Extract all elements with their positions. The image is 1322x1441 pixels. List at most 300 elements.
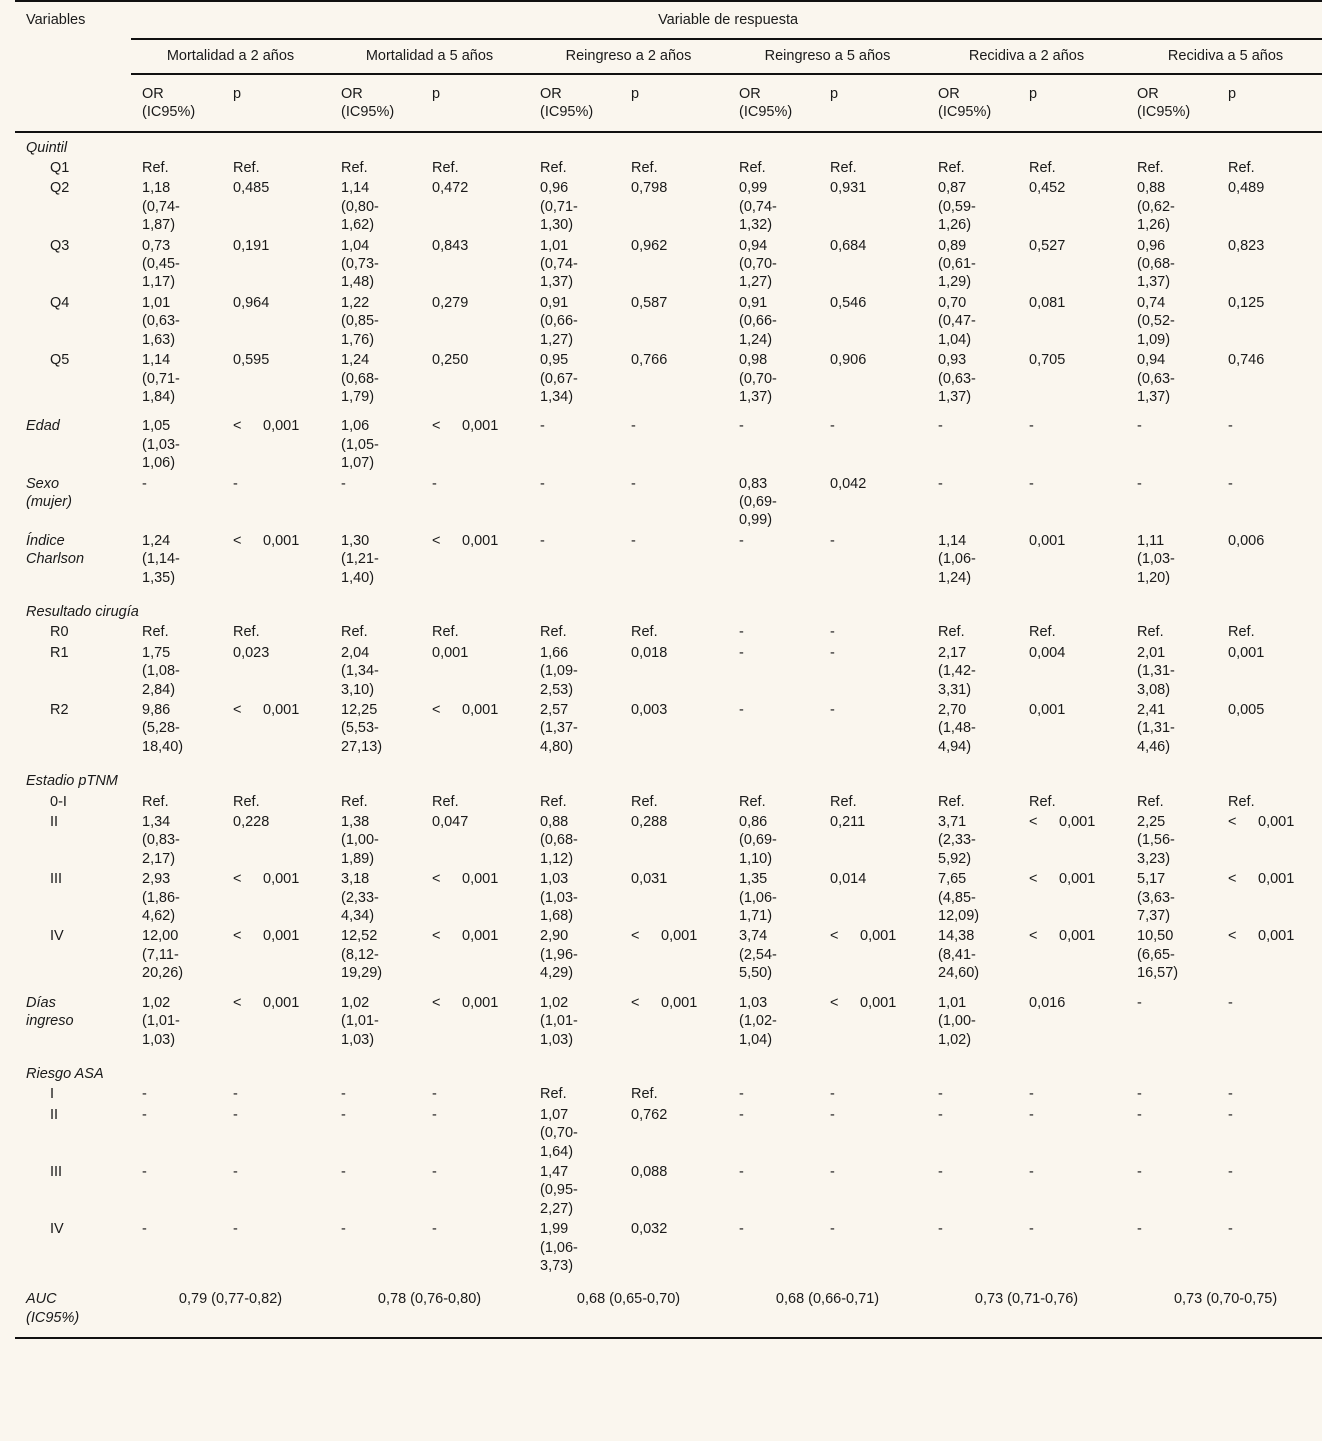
header-row-groups (15, 39, 1322, 73)
row-label: Q1 (50, 160, 70, 177)
subheader-p-1: p (222, 74, 330, 132)
cell-p-1: < 0,001 (233, 994, 300, 1011)
cell-or-3: Ref. (540, 793, 567, 810)
cell-ci-lower: (1,06- (938, 551, 976, 568)
cell-or-2: 2,04 (1,34- 3,10) (330, 643, 421, 700)
cell-ci-upper: 1,87) (142, 217, 176, 234)
auc-value-2: 0,78 (0,76-0,80) (330, 1276, 529, 1338)
cell-p-3: 0,031 (631, 871, 668, 888)
section-header-label: Estadio pTNM (26, 773, 118, 790)
cell-ci-lower: (0,67- (540, 370, 578, 387)
cell-p-3: - (631, 532, 636, 549)
subheader-or-line2: (IC95%) (142, 104, 196, 121)
cell-p-1: < 0,001 (233, 871, 300, 888)
cell-ci-upper: 1,84) (142, 388, 176, 405)
cell-p-6: Ref. (1228, 624, 1255, 641)
cell-p-5: - (1029, 1163, 1034, 1180)
cell-ci-upper: 12,09) (938, 908, 980, 925)
cell-or-1: 1,75 (1,08- 2,84) (131, 643, 222, 700)
cell-ci-upper: 20,26) (142, 965, 184, 982)
cell-or-1: - (142, 1106, 147, 1123)
cell-ci-upper: 1,10) (739, 850, 773, 867)
row-label: II (50, 814, 59, 831)
cell-ci-upper: 1,34) (540, 388, 574, 405)
cell-ci-lower: (1,03- (540, 889, 578, 906)
cell-ci-lower: (8,41- (938, 946, 976, 963)
cell-or-5: - (938, 1086, 943, 1103)
cell-p-2: 0,250 (432, 352, 469, 369)
less-than-sign: < (1029, 928, 1038, 945)
cell-ci-upper: 1,32) (739, 217, 773, 234)
cell-ci-lower: (1,03- (142, 436, 180, 453)
row-label: R2 (50, 702, 69, 718)
cell-ci-lower: (0,74- (540, 256, 578, 273)
group-header-spacer (15, 39, 131, 73)
cell-p-4: 0,014 (830, 871, 867, 888)
cell-p-1: Ref. (233, 624, 260, 641)
cell-ci-lower: (1,00- (938, 1013, 976, 1030)
header-row-subcolumns (15, 74, 1322, 132)
less-than-sign: < (631, 928, 640, 945)
cell-ci-upper: 1,07) (341, 455, 375, 472)
cell-p-2: < 0,001 (432, 928, 499, 945)
cell-p-4: - (830, 1221, 835, 1238)
row-spacer (15, 407, 1322, 416)
cell-ci-upper: 1,27) (739, 274, 773, 291)
cell-p-1: < 0,001 (233, 702, 300, 718)
cell-ci-upper: 1,20) (1137, 569, 1171, 586)
row-label-line2: ingreso (26, 1013, 74, 1030)
cell-p-2: Ref. (432, 624, 459, 641)
table-row (15, 812, 1322, 869)
less-than-sign: < (233, 871, 242, 888)
cell-ci-upper: 1,26) (938, 217, 972, 234)
cell-p-4: 0,931 (830, 180, 867, 197)
table-row (15, 178, 1322, 235)
auc-value-4: 0,68 (0,66-0,71) (728, 1276, 927, 1338)
cell-ci-upper: 2,17) (142, 850, 176, 867)
cell-ci-upper: 4,62) (142, 908, 176, 925)
cell-or-3: - (540, 475, 545, 492)
cell-or-1: Ref. (142, 624, 169, 641)
cell-or-3: Ref. (540, 1086, 567, 1103)
cell-ci-lower: (1,01- (341, 1013, 379, 1030)
cell-or-6: Ref. (1137, 624, 1164, 641)
cell-ci-upper: 1,37) (540, 274, 574, 291)
cell-ci-lower: (1,37- (540, 720, 578, 737)
cell-p-3: 0,798 (631, 180, 668, 197)
cell-p-4: 0,042 (830, 475, 867, 492)
cell-or-2: - (341, 1106, 346, 1123)
cell-or-2: - (341, 1163, 346, 1180)
cell-ci-lower: (0,71- (142, 370, 180, 387)
cell-or-2: 3,18 (2,33- 4,34) (330, 869, 421, 926)
cell-ci-lower: (2,33- (938, 832, 976, 849)
cell-or-5: - (938, 418, 943, 435)
super-header-label: Variable de respuesta (131, 1, 1322, 39)
cell-or-4: Ref. (739, 793, 766, 810)
cell-p-5: < 0,001 (1029, 871, 1096, 888)
cell-ci-lower: (5,53- (341, 720, 379, 737)
cell-ci-lower: (0,74- (739, 198, 777, 215)
table-row (15, 1105, 1322, 1162)
subheader-or-line1: OR (540, 85, 562, 102)
cell-p-3: 0,288 (631, 814, 668, 831)
cell-ci-lower: (0,68- (1137, 256, 1175, 273)
auc-label-line2: (IC95%) (26, 1309, 80, 1326)
cell-p-6: - (1228, 994, 1233, 1011)
cell-or-6: - (1137, 1163, 1142, 1180)
cell-p-5: < 0,001 (1029, 814, 1096, 831)
cell-ci-upper: 1,37) (1137, 274, 1171, 291)
cell-p-4: 0,684 (830, 237, 867, 254)
cell-or-4: - (739, 624, 744, 641)
section-header-label: Resultado cirugía (26, 603, 139, 620)
cell-p-2: 0,472 (432, 180, 469, 197)
cell-or-3: 1,03 (1,03- 1,68) (529, 869, 620, 926)
cell-ci-lower: (0,70- (739, 370, 777, 387)
cell-ci-upper: 5,50) (739, 965, 773, 982)
subheader-or-3 (529, 74, 620, 132)
cell-or-3: 1,01 (0,74- 1,37) (529, 236, 620, 293)
less-than-sign: < (631, 994, 640, 1011)
cell-or-4: - (739, 644, 744, 661)
row-label: R1 (50, 644, 69, 661)
cell-p-1: 0,964 (233, 294, 270, 311)
cell-ci-lower: (1,06- (739, 889, 777, 906)
section-header-row (15, 766, 1322, 791)
cell-ci-upper: 1,03) (540, 1031, 574, 1048)
cell-p-2: - (432, 1106, 437, 1123)
cell-ci-upper: 1,37) (739, 388, 773, 405)
cell-ci-upper: 2,84) (142, 681, 176, 698)
cell-ci-lower: (1,34- (341, 663, 379, 680)
subheader-or-line2: (IC95%) (540, 104, 594, 121)
cell-p-4: Ref. (830, 160, 857, 177)
cell-ci-lower: (1,02- (739, 1013, 777, 1030)
subheader-or-2 (330, 74, 421, 132)
cell-or-1: 12,00 (7,11- 20,26) (131, 926, 222, 983)
cell-ci-upper: 1,24) (938, 569, 972, 586)
cell-or-6: Ref. (1137, 793, 1164, 810)
less-than-sign: < (1228, 928, 1237, 945)
cell-or-2: 1,22 (0,85- 1,76) (330, 293, 421, 350)
auc-label: AUC (IC95%) (15, 1276, 131, 1338)
subheader-p-4: p (819, 74, 927, 132)
table-row (15, 236, 1322, 293)
cell-p-4: 0,546 (830, 294, 867, 311)
cell-p-6: 0,001 (1228, 644, 1265, 661)
cell-p-3: Ref. (631, 160, 658, 177)
less-than-sign: < (233, 928, 242, 945)
table-row (15, 993, 1322, 1050)
cell-or-5: 3,71 (2,33- 5,92) (927, 812, 1018, 869)
cell-p-4: - (830, 1163, 835, 1180)
cell-p-6: 0,746 (1228, 352, 1265, 369)
cell-p-2: < 0,001 (432, 532, 499, 549)
less-than-sign: < (1029, 814, 1038, 831)
subheader-p-2: p (421, 74, 529, 132)
cell-p-4: - (830, 532, 835, 549)
cell-ci-lower: (1,09- (540, 663, 578, 680)
cell-ci-lower: (3,63- (1137, 889, 1175, 906)
cell-or-1: - (142, 1221, 147, 1238)
cell-ci-upper: 2,53) (540, 681, 574, 698)
cell-or-3: 0,96 (0,71- 1,30) (529, 178, 620, 235)
cell-or-5: Ref. (938, 624, 965, 641)
less-than-sign: < (1228, 814, 1237, 831)
cell-ci-lower: (0,62- (1137, 198, 1175, 215)
cell-or-4: 3,74 (2,54- 5,50) (728, 926, 819, 983)
row-label: Edad (26, 418, 60, 435)
cell-p-6: 0,006 (1228, 532, 1265, 549)
cell-p-4: Ref. (830, 793, 857, 810)
group-header-reingreso-2: Reingreso a 2 años (529, 39, 728, 73)
cell-or-5: 1,01 (1,00- 1,02) (927, 993, 1018, 1050)
cell-ci-lower: (0,80- (341, 198, 379, 215)
cell-p-1: 0,023 (233, 644, 270, 661)
cell-or-5: 0,89 (0,61- 1,29) (927, 236, 1018, 293)
subheader-p-6: p (1217, 74, 1322, 132)
cell-p-5: 0,081 (1029, 294, 1066, 311)
subheader-or-line1: OR (142, 85, 164, 102)
cell-or-5: 7,65 (4,85- 12,09) (927, 869, 1018, 926)
cell-ci-lower: (1,08- (142, 663, 180, 680)
cell-ci-upper: 0,99) (739, 512, 773, 529)
cell-or-1: 1,05 (1,03- 1,06) (131, 416, 222, 473)
cell-or-4: 0,83 (0,69- 0,99) (728, 474, 819, 531)
cell-ci-lower: (0,95- (540, 1182, 578, 1199)
table-header (15, 1, 1322, 132)
table-row (15, 474, 1322, 531)
cell-ci-upper: 4,29) (540, 965, 574, 982)
cell-ci-lower: (1,03- (1137, 551, 1175, 568)
cell-ci-upper: 1,09) (1137, 331, 1171, 348)
cell-p-2: - (432, 1086, 437, 1103)
cell-p-3: - (631, 418, 636, 435)
auc-value-1: 0,79 (0,77-0,82) (131, 1276, 330, 1338)
subheader-or-line1: OR (938, 85, 960, 102)
subheader-or-line2: (IC95%) (739, 104, 793, 121)
cell-ci-upper: 4,34) (341, 908, 375, 925)
less-than-sign: < (233, 418, 242, 435)
cell-ci-upper: 1,64) (540, 1143, 574, 1160)
cell-ci-upper: 19,29) (341, 965, 383, 982)
cell-or-2: 1,30 (1,21- 1,40) (330, 531, 421, 588)
cell-p-3: Ref. (631, 793, 658, 810)
cell-p-1: < 0,001 (233, 418, 300, 435)
auc-row (15, 1276, 1322, 1338)
less-than-sign: < (1029, 871, 1038, 888)
cell-ci-lower: (1,56- (1137, 832, 1175, 849)
cell-or-4: 0,99 (0,74- 1,32) (728, 178, 819, 235)
cell-ci-upper: 1,35) (142, 569, 176, 586)
less-than-sign: < (233, 532, 242, 549)
cell-ci-lower: (0,47- (938, 313, 976, 330)
cell-ci-upper: 1,27) (540, 331, 574, 348)
cell-or-2: 1,24 (0,68- 1,79) (330, 350, 421, 407)
cell-or-1: Ref. (142, 793, 169, 810)
cell-ci-lower: (0,71- (540, 198, 578, 215)
cell-p-4: 0,211 (830, 814, 866, 831)
group-header-reingreso-5: Reingreso a 5 años (728, 39, 927, 73)
cell-ci-lower: (1,06- (540, 1239, 578, 1256)
cell-ci-upper: 1,71) (739, 908, 773, 925)
cell-or-5: 1,14 (1,06- 1,24) (927, 531, 1018, 588)
row-spacer-cell (15, 1050, 1322, 1059)
cell-or-6: 0,74 (0,52- 1,09) (1126, 293, 1217, 350)
cell-or-1: 1,34 (0,83- 2,17) (131, 812, 222, 869)
cell-or-5: 2,70 (1,48- 4,94) (927, 700, 1018, 757)
cell-or-5: - (938, 1163, 943, 1180)
row-label-line2: Charlson (26, 551, 85, 568)
row-spacer-cell (15, 757, 1322, 766)
cell-or-1: 1,24 (1,14- 1,35) (131, 531, 222, 588)
cell-or-1: 1,14 (0,71- 1,84) (131, 350, 222, 407)
cell-p-5: < 0,001 (1029, 928, 1096, 945)
row-label: Q5 (50, 352, 70, 369)
cell-p-2: < 0,001 (432, 871, 499, 888)
row-spacer (15, 588, 1322, 597)
section-header-row (15, 132, 1322, 158)
cell-ci-lower: (0,85- (341, 313, 379, 330)
cell-or-3: - (540, 418, 545, 435)
less-than-sign: < (432, 994, 441, 1011)
cell-p-5: 0,001 (1029, 702, 1066, 718)
cell-ci-lower: (1,48- (938, 720, 976, 737)
cell-ci-lower: (0,73- (341, 256, 379, 273)
cell-p-3: 0,018 (631, 644, 668, 661)
cell-or-6: - (1137, 475, 1142, 492)
cell-ci-upper: 27,13) (341, 738, 383, 755)
row-label: Q3 (50, 237, 70, 254)
less-than-sign: < (233, 994, 242, 1011)
cell-ci-lower: (0,61- (938, 256, 976, 273)
cell-ci-lower: (5,28- (142, 720, 180, 737)
cell-p-6: - (1228, 418, 1233, 435)
cell-or-3: 0,91 (0,66- 1,27) (529, 293, 620, 350)
cell-ci-upper: 3,31) (938, 681, 972, 698)
cell-or-1: - (142, 1163, 147, 1180)
cell-or-6: 2,25 (1,56- 3,23) (1126, 812, 1217, 869)
row-label: Q2 (50, 180, 70, 197)
cell-p-5: 0,527 (1029, 237, 1066, 254)
cell-ci-upper: 1,89) (341, 850, 375, 867)
cell-or-3: 1,47 (0,95- 2,27) (529, 1162, 620, 1219)
cell-ci-upper: 1,48) (341, 274, 375, 291)
cell-p-1: Ref. (233, 793, 260, 810)
cell-p-2: - (432, 1221, 437, 1238)
row-spacer (15, 757, 1322, 766)
subheader-spacer (15, 74, 131, 132)
cell-ci-upper: 1,03) (142, 1031, 176, 1048)
cell-ci-upper: 5,92) (938, 850, 972, 867)
cell-ci-lower: (1,86- (142, 889, 180, 906)
cell-p-4: - (830, 1086, 835, 1103)
cell-or-2: - (341, 1221, 346, 1238)
row-label: II (50, 1106, 59, 1123)
cell-p-5: Ref. (1029, 793, 1056, 810)
cell-ci-lower: (1,96- (540, 946, 578, 963)
cell-ci-lower: (6,65- (1137, 946, 1175, 963)
cell-or-6: - (1137, 418, 1142, 435)
cell-p-1: 0,595 (233, 352, 270, 369)
cell-or-3: 2,57 (1,37- 4,80) (529, 700, 620, 757)
cell-ci-upper: 1,37) (1137, 388, 1171, 405)
cell-p-4: - (830, 418, 835, 435)
cell-p-2: Ref. (432, 793, 459, 810)
cell-or-4: 1,03 (1,02- 1,04) (728, 993, 819, 1050)
cell-p-3: 0,032 (631, 1221, 668, 1238)
cell-ci-lower: (1,00- (341, 832, 379, 849)
cell-or-1: 1,02 (1,01- 1,03) (131, 993, 222, 1050)
cell-p-1: - (233, 475, 238, 492)
cell-or-4: 0,94 (0,70- 1,27) (728, 236, 819, 293)
cell-p-6: 0,489 (1228, 180, 1265, 197)
row-spacer (15, 984, 1322, 993)
less-than-sign: < (432, 532, 441, 549)
cell-p-4: - (830, 624, 835, 641)
subheader-p-3: p (620, 74, 728, 132)
corner-label: Variables (15, 1, 131, 39)
cell-or-3: - (540, 532, 545, 549)
row-label-line2: (mujer) (26, 493, 72, 510)
cell-or-2: 1,04 (0,73- 1,48) (330, 236, 421, 293)
cell-or-2: - (341, 475, 346, 492)
cell-p-3: 0,587 (631, 294, 668, 311)
less-than-sign: < (432, 871, 441, 888)
header-row-super (15, 1, 1322, 39)
cell-ci-upper: 1,76) (341, 331, 375, 348)
cell-or-5: 0,87 (0,59- 1,26) (927, 178, 1018, 235)
cell-or-4: Ref. (739, 160, 766, 177)
cell-or-3: Ref. (540, 624, 567, 641)
cell-ci-upper: 1,17) (142, 274, 176, 291)
cell-p-1: < 0,001 (233, 532, 300, 549)
cell-ci-lower: (0,63- (142, 313, 180, 330)
cell-ci-lower: (1,05- (341, 436, 379, 453)
cell-ci-lower: (0,69- (739, 832, 777, 849)
cell-ci-lower: (0,66- (540, 313, 578, 330)
cell-ci-upper: 1,24) (739, 331, 773, 348)
cell-p-6: Ref. (1228, 160, 1255, 177)
cell-ci-lower: (0,63- (1137, 370, 1175, 387)
row-spacer-cell (15, 588, 1322, 597)
cell-ci-upper: 1,29) (938, 274, 972, 291)
group-header-mortalidad-2: Mortalidad a 2 años (131, 39, 330, 73)
cell-p-4: - (830, 644, 835, 661)
subheader-or-line1: OR (341, 85, 363, 102)
table-row (15, 869, 1322, 926)
table-row (15, 158, 1322, 178)
cell-p-1: < 0,001 (233, 928, 300, 945)
cell-or-3: 1,66 (1,09- 2,53) (529, 643, 620, 700)
cell-p-4: 0,906 (830, 352, 867, 369)
cell-ci-upper: 1,04) (739, 1031, 773, 1048)
subheader-or-4 (728, 74, 819, 132)
cell-or-4: 0,98 (0,70- 1,37) (728, 350, 819, 407)
cell-p-5: 0,001 (1029, 532, 1066, 549)
cell-or-3: 1,02 (1,01- 1,03) (529, 993, 620, 1050)
cell-ci-upper: 16,57) (1137, 965, 1179, 982)
cell-p-6: Ref. (1228, 793, 1255, 810)
cell-or-6: 0,94 (0,63- 1,37) (1126, 350, 1217, 407)
subheader-or-line1: OR (1137, 85, 1159, 102)
cell-or-1: - (142, 475, 147, 492)
cell-or-6: 1,11 (1,03- 1,20) (1126, 531, 1217, 588)
cell-p-6: - (1228, 1086, 1233, 1103)
cell-or-2: 1,38 (1,00- 1,89) (330, 812, 421, 869)
